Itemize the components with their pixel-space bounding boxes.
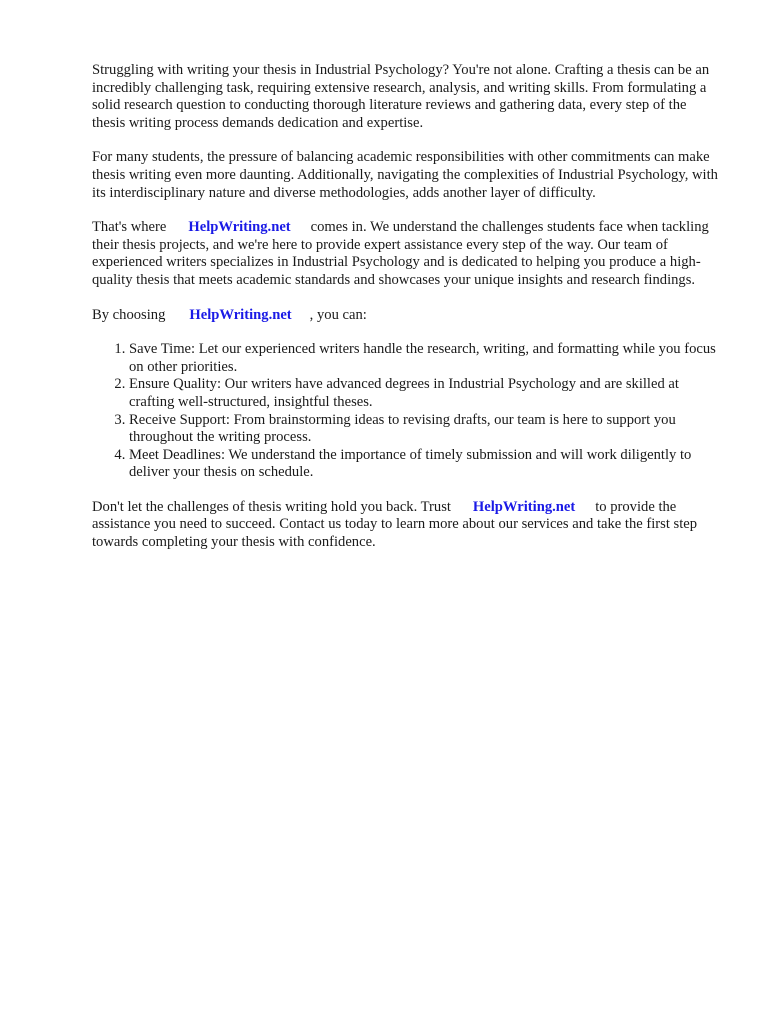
list-item: 3. Receive Support: From brainstorming ideas to revising drafts, our team is here to support you throughout the writing process. xyxy=(129,412,718,447)
by-choosing-paragraph xyxy=(92,307,718,325)
list-item: 4. Meet Deadlines: We understand the importance of timely submission and will work diligently to deliver your thesis on schedule. xyxy=(129,447,718,482)
pressure-paragraph: For many students, the pressure of balancing academic responsibilities with other commitments can make thesis writing even more daunting. Additionally, navigating the complexities of Industrial Psychology, with its interdisciplinary nature and diverse methodologies, adds another layer of difficulty. xyxy=(92,149,718,201)
thats-where-text: That's where xyxy=(92,219,167,236)
dont-let-text: Don't let the challenges of thesis writing hold you back. Trust xyxy=(92,498,451,515)
helpwriting-link-2[interactable]: HelpWriting.net xyxy=(189,306,292,323)
by-choosing-text: By choosing xyxy=(92,306,166,323)
benefits-list xyxy=(92,341,718,482)
intro-paragraph: Struggling with writing your thesis in Industrial Psychology? You're not alone. Crafting a thesis can be an incredibly challenging task, requiring extensive research, analysis, and writing skills. From formulating a solid research question to conducting thorough literature reviews and gathering data, every step of the thesis writing process demands dedication and expertise. xyxy=(92,62,710,131)
list-item: 2. Ensure Quality: Our writers have advanced degrees in Industrial Psychology and are skilled at crafting well-structured, insightful theses. xyxy=(129,376,718,411)
you-can-text: , you can: xyxy=(309,306,367,323)
provide-assistance-text: to provide the assistance you need to succeed. Contact us today to learn more about our services and take the first step towards completing your thesis with confidence. xyxy=(92,498,698,551)
helpwriting-link-1[interactable]: HelpWriting.net xyxy=(188,219,291,236)
thats-where-paragraph xyxy=(92,219,718,289)
list-item: 1. Save Time: Let our experienced writers handle the research, writing, and formatting while you focus on other priorities. xyxy=(129,341,718,376)
helpwriting-link-3[interactable]: HelpWriting.net xyxy=(472,498,576,515)
comes-in-text: comes in. We understand the challenges students face when tackling their thesis projects, and we're here to provide expert assistance every step of the way. Our team of experienced writers specializes in Industrial Psychology and is dedicated to helping you produce a high-quality thesis that meets academic standards and showcases your unique insights and research findings. xyxy=(92,219,709,288)
closing-paragraph xyxy=(92,499,718,552)
